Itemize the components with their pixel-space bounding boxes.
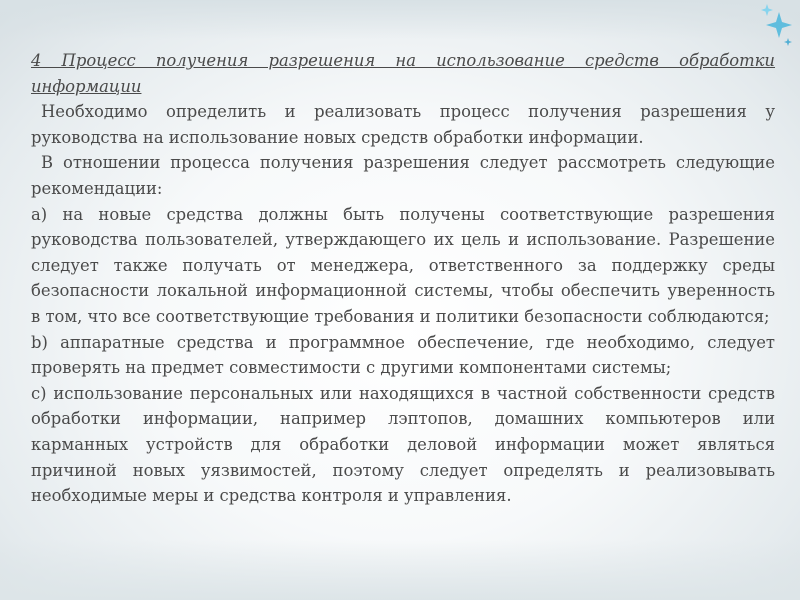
slide-content	[31, 48, 775, 509]
paragraph-recommendations: В отношении процесса получения разрешения следует рассмотреть следующие рекомендации:	[31, 153, 775, 198]
sparkle-star-tiny	[784, 38, 792, 46]
list-item-c: с) использование персональных или находящихся в частной собственности средств обработки информации, например лэптопов, домашних компьютеров или карманных устройств для обработки деловой информации может являться причиной новых уязвимостей, поэтому следует определять и реализовывать необходимые меры и средства контроля и управления.	[31, 383, 775, 506]
section-heading: 4 Процесс получения разрешения на использование средств обработки информации	[31, 51, 775, 96]
sparkle-star-large	[766, 12, 792, 38]
list-item-b: b) аппаратные средства и программное обеспечение, где необходимо, следует проверять на предмет совместимости с другими компонентами системы;	[31, 332, 775, 378]
sparkle-star-small	[761, 4, 773, 16]
paragraph-intro: Необходимо определить и реализовать процесс получения разрешения у руководства на использование новых средств обработки информации.	[31, 102, 775, 147]
list-item-a: а) на новые средства должны быть получены соответствующие разрешения руководства пользователей, утверждающего их цель и использование. Разрешение следует также получать от менеджера, ответственного за поддержку среды безопасности локальной информационной системы, чтобы обеспечить уверенность в том, что все соответствующие требования и политики безопасности соблюдаются;	[31, 204, 775, 326]
